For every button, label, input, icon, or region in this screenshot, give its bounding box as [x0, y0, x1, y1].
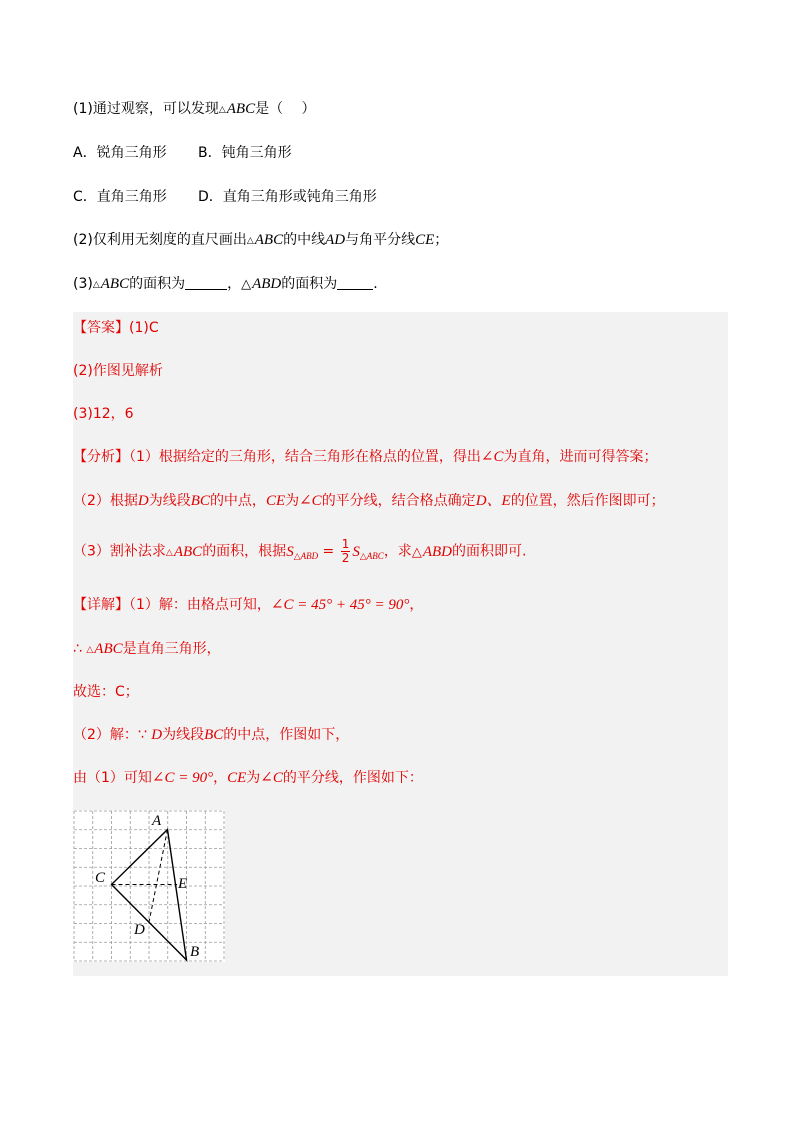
- label-e: E: [178, 876, 188, 892]
- grid-triangle-diagram: [73, 810, 225, 962]
- answer-blank-2[interactable]: [337, 275, 373, 290]
- analysis-line-2: （2）根据D为线段BC的中点，CE为∠C的平分线，结合格点确定D、E的位置，然后作图即可；: [73, 493, 665, 509]
- option-a: A．锐角三角形: [73, 145, 167, 161]
- detail-line-3: 故选：C；: [73, 684, 139, 700]
- analysis-line-3: （3）割补法求△ABC的面积，根据$S_{\triangle ABD}$ = $\frac{1}{2}$ $S_{\triangle ABC}$，求△ABD的面积即可.: [73, 537, 527, 565]
- question-3: (3)△ABC的面积为 ，△ABD的面积为 .: [73, 276, 378, 292]
- answer-line-3: (3)12，6: [73, 406, 134, 422]
- answer-line-1: 【答案】(1)C: [73, 320, 159, 336]
- answer-blank-1[interactable]: [185, 275, 227, 290]
- option-b: B．钝角三角形: [198, 145, 292, 161]
- question-1: (1)通过观察，可以发现△ABC是（ ）: [73, 101, 316, 117]
- question-2: (2)仅利用无刻度的直尺画出△ABC的中线AD与角平分线CE；: [73, 232, 449, 248]
- answer-line-2: (2)作图见解析: [73, 363, 163, 379]
- triangle-abc: △ABC: [218, 101, 256, 117]
- option-c: C．直角三角形: [73, 189, 167, 205]
- option-d: D．直角三角形或钝角三角形: [198, 189, 377, 205]
- label-d: D: [134, 922, 145, 938]
- fraction-one-half: $\frac{1}{2}$: [341, 537, 350, 565]
- analysis-line-1: 【分析】（1）根据给定的三角形，结合三角形在格点的位置，得出∠C为直角，进而可得答案；: [73, 449, 658, 465]
- label-a: A: [152, 813, 162, 829]
- detail-line-4: （2）解：∵ D为线段BC的中点，作图如下，: [73, 727, 350, 743]
- detail-line-1: 【详解】（1）解：由格点可知，∠C = 45° + 45° = 90°，: [73, 597, 424, 613]
- detail-line-2: ∴ △ABC是直角三角形，: [73, 641, 221, 657]
- label-c: C: [95, 870, 106, 886]
- geometry-figure: [73, 810, 225, 962]
- label-b: B: [190, 944, 200, 960]
- detail-line-5: 由（1）可知∠C = 90°，CE为∠C的平分线，作图如下：: [73, 770, 423, 786]
